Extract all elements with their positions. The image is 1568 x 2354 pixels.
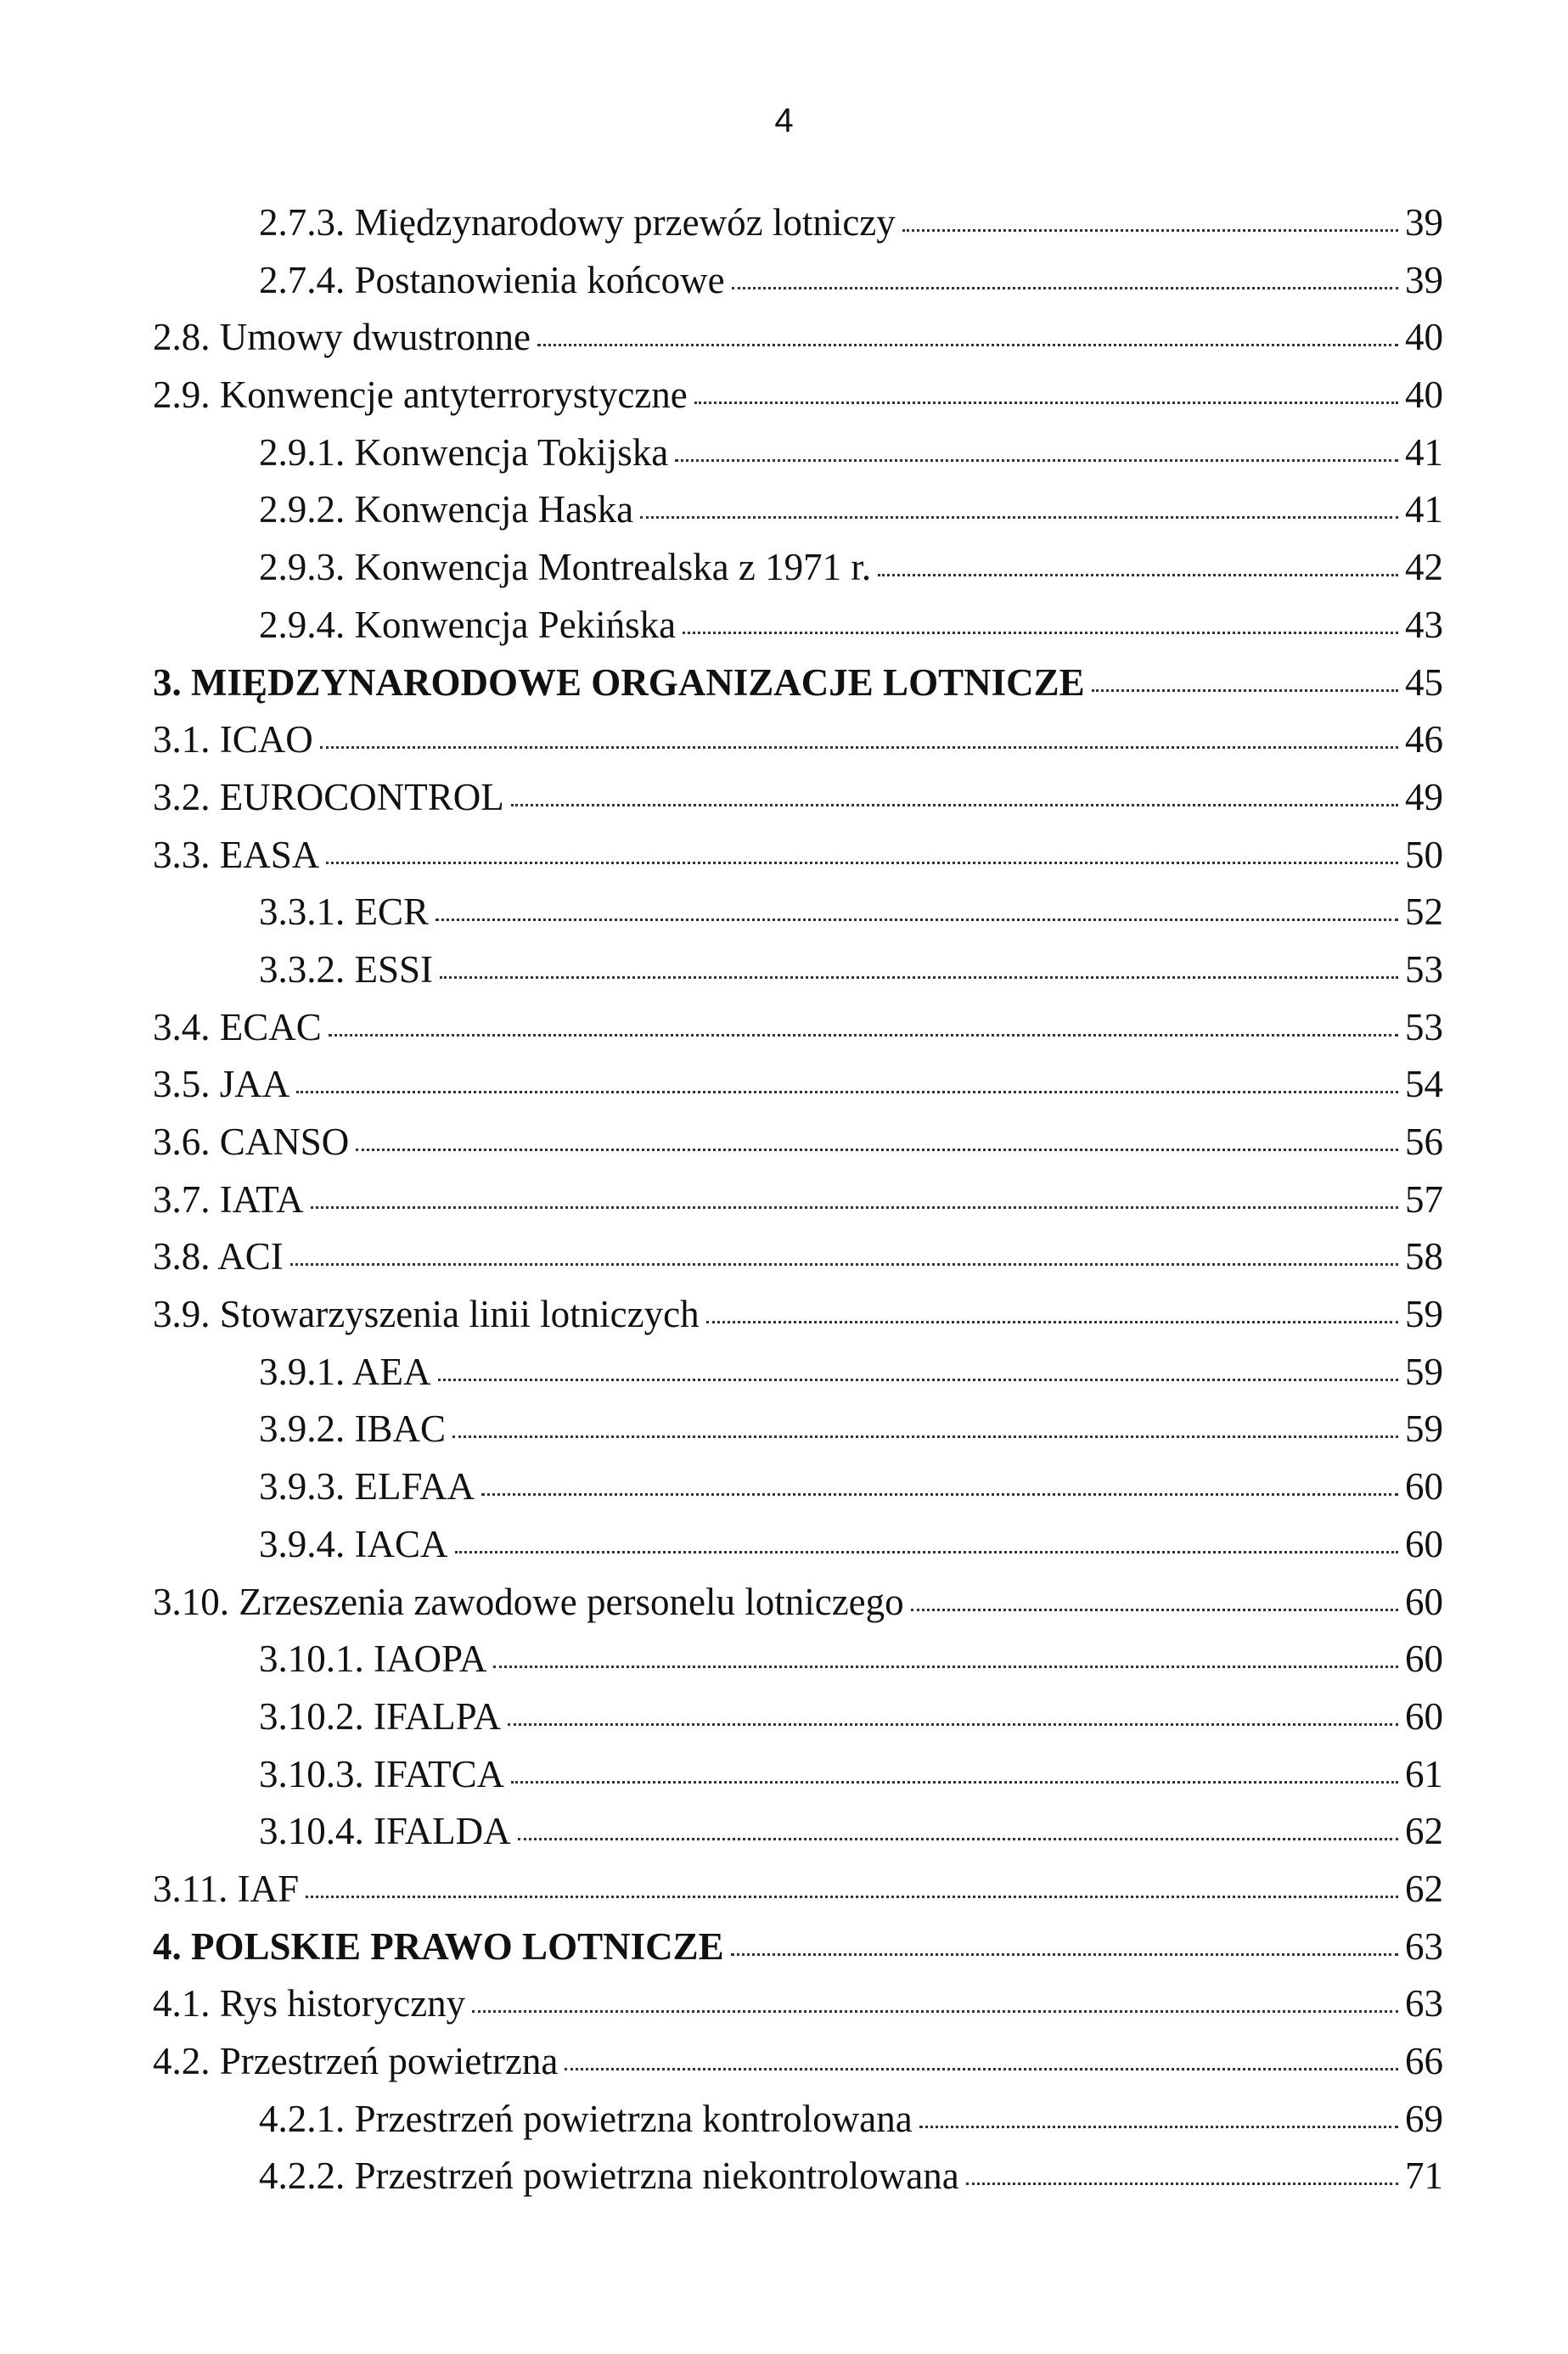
page-number: 4 <box>774 102 794 139</box>
toc-entry-page: 60 <box>1405 1465 1443 1508</box>
toc-entry[interactable] <box>0 714 1443 772</box>
toc-entry-page: 45 <box>1405 660 1443 704</box>
toc-entry[interactable] <box>0 944 1443 1002</box>
toc-entry[interactable] <box>0 255 1443 312</box>
toc-entry[interactable] <box>0 1863 1443 1921</box>
toc-entry-title: 2.9.3. Konwencja Montrealska z 1971 r. <box>259 546 872 589</box>
toc-entry-page: 41 <box>1405 488 1443 531</box>
toc-entry-page: 69 <box>1405 2097 1443 2140</box>
toc-entry[interactable] <box>0 657 1443 715</box>
toc-entry[interactable] <box>0 369 1443 427</box>
toc-entry[interactable] <box>0 2036 1443 2093</box>
toc-dot-leader <box>511 804 1398 806</box>
toc-entry-page: 71 <box>1405 2155 1443 2198</box>
table-of-contents <box>0 197 1568 2208</box>
toc-entry[interactable] <box>0 772 1443 829</box>
toc-dot-leader <box>306 1896 1398 1898</box>
toc-entry-title: 3.9.2. IBAC <box>259 1407 447 1451</box>
toc-entry-title: 2.9.1. Konwencja Tokijska <box>259 430 669 474</box>
toc-dot-leader <box>311 1206 1398 1209</box>
toc-dot-leader <box>966 2183 1398 2185</box>
toc-dot-leader <box>565 2068 1398 2070</box>
toc-entry-page: 41 <box>1405 430 1443 474</box>
toc-entry[interactable] <box>0 1174 1443 1232</box>
toc-dot-leader <box>508 1723 1398 1726</box>
toc-entry-title: 4.2.2. Przestrzeń powietrzna niekontrolowana <box>259 2155 959 2198</box>
toc-entry-title: 3.11. IAF <box>153 1867 300 1910</box>
toc-entry-title: 3.2. EUROCONTROL <box>153 775 504 818</box>
toc-entry-page: 43 <box>1405 603 1443 646</box>
toc-entry-page: 57 <box>1405 1177 1443 1221</box>
toc-dot-leader <box>902 229 1398 232</box>
toc-entry[interactable] <box>0 1231 1443 1289</box>
toc-dot-leader <box>919 2126 1398 2128</box>
toc-entry[interactable] <box>0 829 1443 887</box>
toc-entry-page: 59 <box>1405 1350 1443 1393</box>
toc-dot-leader <box>518 1838 1398 1840</box>
toc-entry[interactable] <box>0 1576 1443 1634</box>
toc-entry-page: 62 <box>1405 1810 1443 1853</box>
toc-entry-page: 66 <box>1405 2040 1443 2082</box>
toc-entry-page: 53 <box>1405 1005 1443 1048</box>
toc-entry[interactable] <box>0 1806 1443 1863</box>
toc-entry-title: 3.10.2. IFALPA <box>259 1694 502 1738</box>
toc-entry[interactable] <box>0 1519 1443 1576</box>
toc-dot-leader <box>438 1379 1399 1381</box>
toc-entry-title: 3.9.4. IACA <box>259 1522 448 1565</box>
toc-entry-page: 60 <box>1405 1522 1443 1565</box>
toc-entry-title: 2.7.4. Postanowienia końcowe <box>259 258 725 301</box>
toc-dot-leader <box>356 1149 1398 1151</box>
toc-entry-page: 40 <box>1405 374 1443 417</box>
toc-dot-leader <box>911 1609 1398 1611</box>
toc-entry-page: 62 <box>1405 1867 1443 1910</box>
toc-entry-title: 3.10. Zrzeszenia zawodowe personelu lotniczego <box>153 1580 904 1623</box>
toc-entry-page: 39 <box>1405 258 1443 301</box>
toc-dot-leader <box>290 1263 1398 1266</box>
toc-entry-page: 60 <box>1405 1580 1443 1623</box>
toc-dot-leader <box>329 1034 1398 1037</box>
toc-entry-page: 53 <box>1405 947 1443 991</box>
toc-dot-leader <box>731 1953 1398 1956</box>
toc-entry-title: 3.9.1. AEA <box>259 1350 431 1393</box>
toc-entry[interactable] <box>0 1921 1443 1979</box>
toc-entry-page: 58 <box>1405 1235 1443 1278</box>
toc-entry-title: 3.3.1. ECR <box>259 890 430 934</box>
toc-entry-page: 54 <box>1405 1063 1443 1106</box>
toc-dot-leader <box>878 574 1398 576</box>
toc-dot-leader <box>640 516 1398 519</box>
toc-entry-title: 3.10.3. IFATCA <box>259 1752 505 1795</box>
toc-dot-leader <box>472 2010 1398 2013</box>
toc-dot-leader <box>675 459 1398 462</box>
toc-entry[interactable] <box>0 542 1443 599</box>
toc-dot-leader <box>296 1091 1398 1093</box>
toc-entry[interactable] <box>0 1978 1443 2036</box>
toc-dot-leader <box>511 1781 1398 1784</box>
toc-entry[interactable] <box>0 1749 1443 1806</box>
toc-entry[interactable] <box>0 427 1443 485</box>
toc-entry-title: 2.9.2. Konwencja Haska <box>259 488 634 531</box>
toc-entry[interactable] <box>0 1289 1443 1346</box>
toc-entry-page: 50 <box>1405 833 1443 876</box>
toc-entry[interactable] <box>0 1059 1443 1116</box>
toc-entry-page: 49 <box>1405 775 1443 818</box>
toc-entry-title: 2.9.4. Konwencja Pekińska <box>259 603 677 646</box>
toc-entry-page: 63 <box>1405 1924 1443 1968</box>
toc-dot-leader <box>493 1666 1398 1668</box>
toc-entry-title: 2.7.3. Międzynarodowy przewóz lotniczy <box>259 201 896 244</box>
toc-dot-leader <box>440 976 1398 979</box>
toc-entry-title: 3.3. EASA <box>153 833 320 876</box>
toc-entry-title: 3.8. ACI <box>153 1235 284 1278</box>
toc-entry[interactable] <box>0 1346 1443 1404</box>
toc-entry-page: 61 <box>1405 1752 1443 1795</box>
toc-entry-page: 52 <box>1405 890 1443 934</box>
toc-entry-page: 42 <box>1405 546 1443 589</box>
toc-dot-leader <box>481 1493 1398 1496</box>
toc-entry[interactable] <box>0 197 1443 255</box>
toc-entry[interactable] <box>0 1116 1443 1174</box>
toc-dot-leader <box>452 1435 1398 1438</box>
toc-entry-title: 3.7. IATA <box>153 1177 304 1221</box>
toc-entry-page: 46 <box>1405 718 1443 761</box>
toc-entry-page: 63 <box>1405 1982 1443 2025</box>
toc-entry-title: 3. MIĘDZYNARODOWE ORGANIZACJE LOTNICZE <box>153 660 1085 704</box>
toc-entry-title: 3.9.3. ELFAA <box>259 1465 475 1508</box>
toc-entry-title: 2.8. Umowy dwustronne <box>153 316 531 359</box>
toc-entry-title: 3.1. ICAO <box>153 718 313 761</box>
toc-entry-title: 3.10.1. IAOPA <box>259 1638 487 1681</box>
toc-entry-page: 39 <box>1405 201 1443 244</box>
toc-entry-title: 3.4. ECAC <box>153 1005 322 1048</box>
toc-entry-title: 3.3.2. ESSI <box>259 947 434 991</box>
toc-entry-page: 56 <box>1405 1121 1443 1163</box>
toc-entry[interactable] <box>0 2093 1443 2151</box>
toc-dot-leader <box>1092 689 1398 692</box>
toc-dot-leader <box>706 1321 1398 1323</box>
toc-entry-title: 3.6. CANSO <box>153 1121 350 1163</box>
toc-entry-title: 3.9. Stowarzyszenia linii lotniczych <box>153 1293 700 1336</box>
toc-dot-leader <box>455 1551 1399 1553</box>
toc-entry[interactable] <box>0 2150 1443 2208</box>
toc-entry-title: 4.1. Rys historyczny <box>153 1982 466 2025</box>
toc-entry[interactable] <box>0 1403 1443 1461</box>
toc-dot-leader <box>683 632 1398 634</box>
toc-entry-page: 60 <box>1405 1638 1443 1681</box>
toc-entry-title: 3.5. JAA <box>153 1063 290 1106</box>
toc-entry-page: 40 <box>1405 316 1443 359</box>
toc-dot-leader <box>326 862 1398 864</box>
toc-entry-title: 2.9. Konwencje antyterrorystyczne <box>153 374 688 417</box>
toc-dot-leader <box>732 287 1398 289</box>
toc-entry[interactable] <box>0 312 1443 369</box>
toc-entry-title: 4. POLSKIE PRAWO LOTNICZE <box>153 1924 724 1968</box>
toc-entry[interactable] <box>0 1633 1443 1691</box>
toc-entry-title: 3.10.4. IFALDA <box>259 1810 511 1853</box>
toc-entry[interactable] <box>0 1691 1443 1749</box>
toc-entry-page: 59 <box>1405 1293 1443 1336</box>
toc-entry[interactable] <box>0 484 1443 542</box>
toc-entry[interactable] <box>0 1461 1443 1519</box>
toc-dot-leader <box>320 746 1398 749</box>
toc-entry-page: 59 <box>1405 1407 1443 1451</box>
toc-entry[interactable] <box>0 886 1443 944</box>
toc-entry-title: 4.2. Przestrzeń powietrzna <box>153 2040 559 2082</box>
toc-entry[interactable] <box>0 1002 1443 1059</box>
toc-entry-page: 60 <box>1405 1694 1443 1738</box>
toc-entry-title: 4.2.1. Przestrzeń powietrzna kontrolowana <box>259 2097 913 2140</box>
toc-dot-leader <box>694 402 1398 404</box>
toc-entry[interactable] <box>0 599 1443 657</box>
toc-dot-leader <box>436 919 1398 921</box>
toc-dot-leader <box>537 344 1398 346</box>
